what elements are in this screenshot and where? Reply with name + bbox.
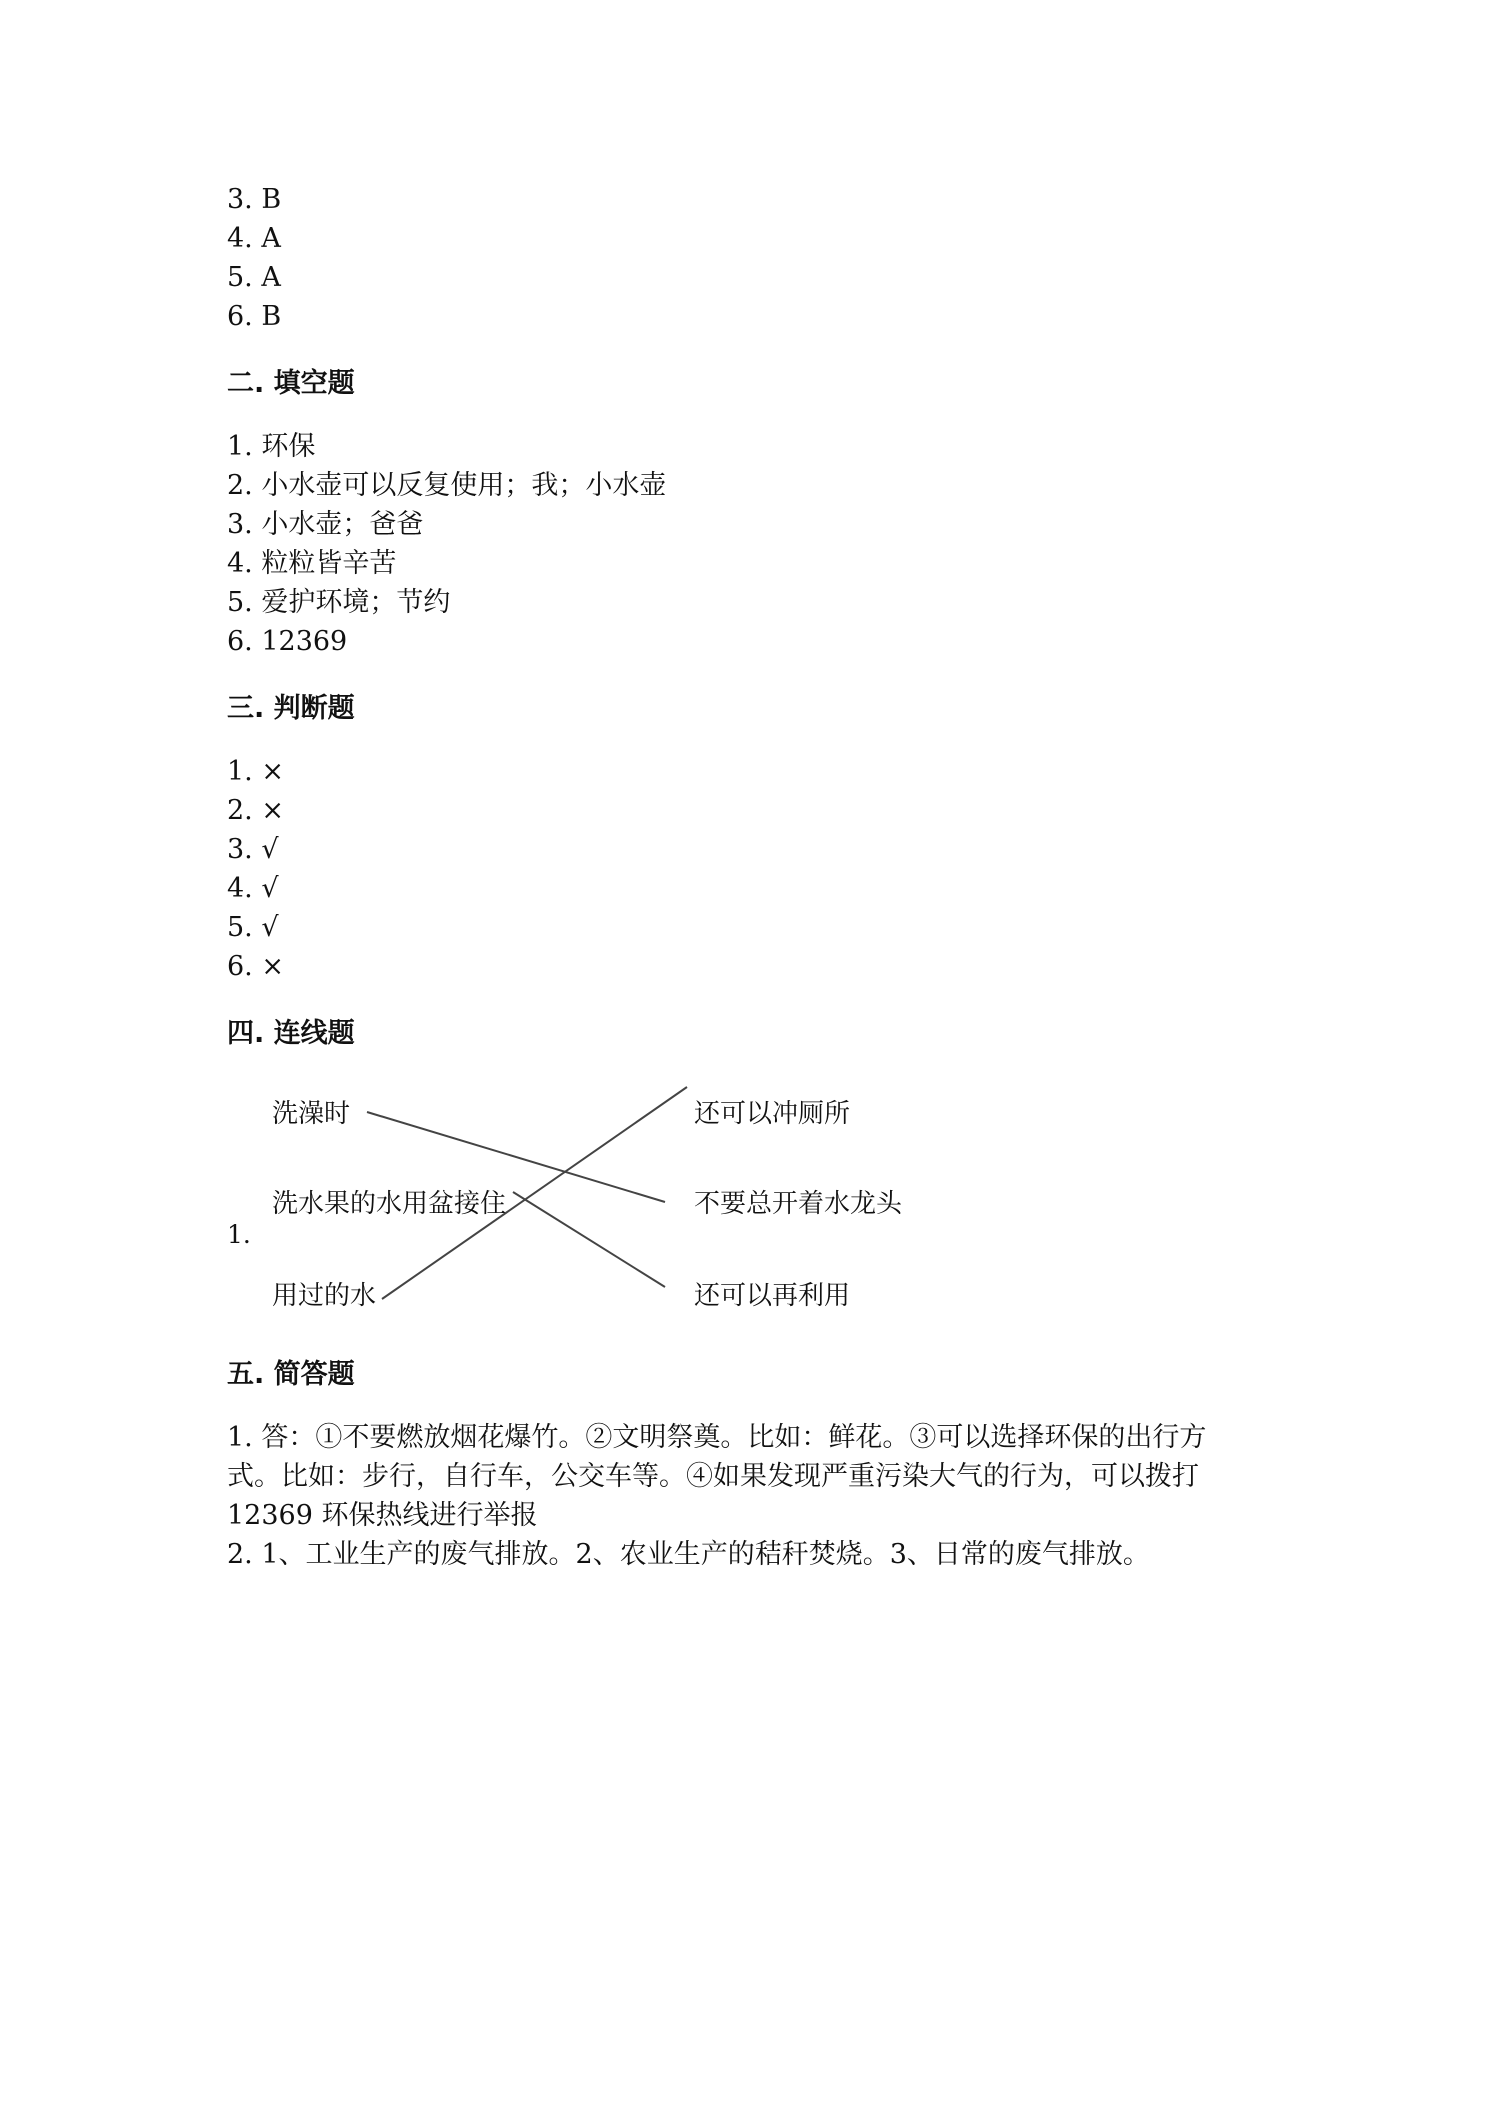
- matching-number: 1.: [227, 1220, 251, 1249]
- answer-line: 1. 环保: [227, 431, 316, 462]
- answer-line: 6. B: [227, 301, 282, 332]
- answer-line: 5. 爱护环境；节约: [227, 587, 451, 618]
- left-item: 洗澡时: [272, 1099, 351, 1129]
- left-item: 用过的水: [272, 1281, 377, 1311]
- answer-line: 3. √: [227, 834, 279, 865]
- answer-line: 4. √: [227, 873, 279, 904]
- right-item: 还可以冲厕所: [694, 1099, 851, 1129]
- answer-line: 4. 粒粒皆辛苦: [227, 548, 397, 579]
- section-heading: 四. 连线题: [227, 1018, 355, 1049]
- section-fill-blank: [227, 364, 1277, 661]
- answer-line: 3. 小水壶；爸爸: [227, 509, 424, 540]
- right-item: 不要总开着水龙头: [694, 1189, 903, 1219]
- right-item: 还可以再利用: [694, 1281, 851, 1311]
- section-heading: 三. 判断题: [227, 693, 355, 724]
- answer-line: 5. √: [227, 912, 279, 943]
- answer-line: 1. ×: [227, 756, 284, 787]
- matching-diagram: [227, 1077, 947, 1327]
- section-heading: 二. 填空题: [227, 368, 355, 399]
- section-1-tail: [227, 180, 1277, 336]
- answer-line: 5. A: [227, 262, 281, 293]
- section-true-false: [227, 689, 1277, 986]
- answer-paragraph: 1. 答：①不要燃放烟花爆竹。②文明祭奠。比如：鲜花。③可以选择环保的出行方式。比如：步行，自行车，公交车等。④如果发现严重污染大气的行为，可以拨打 12369 环保热线进行举报: [227, 1422, 1207, 1531]
- answer-page: [227, 180, 1277, 1574]
- answer-line: 4. A: [227, 223, 281, 254]
- section-heading: 五. 简答题: [227, 1359, 355, 1390]
- left-item: 洗水果的水用盆接住: [272, 1189, 507, 1219]
- section-matching: [227, 1014, 1277, 1327]
- answer-paragraph: 2. 1、工业生产的废气排放。2、农业生产的秸秆焚烧。3、日常的废气排放。: [227, 1539, 1150, 1570]
- answer-line: 6. 12369: [227, 626, 348, 657]
- match-line-2: [513, 1192, 665, 1287]
- answer-line: 3. B: [227, 184, 282, 215]
- section-short-answer: [227, 1355, 1277, 1574]
- answer-line: 6. ×: [227, 951, 284, 982]
- answer-line: 2. ×: [227, 795, 284, 826]
- answer-line: 2. 小水壶可以反复使用；我；小水壶: [227, 470, 667, 501]
